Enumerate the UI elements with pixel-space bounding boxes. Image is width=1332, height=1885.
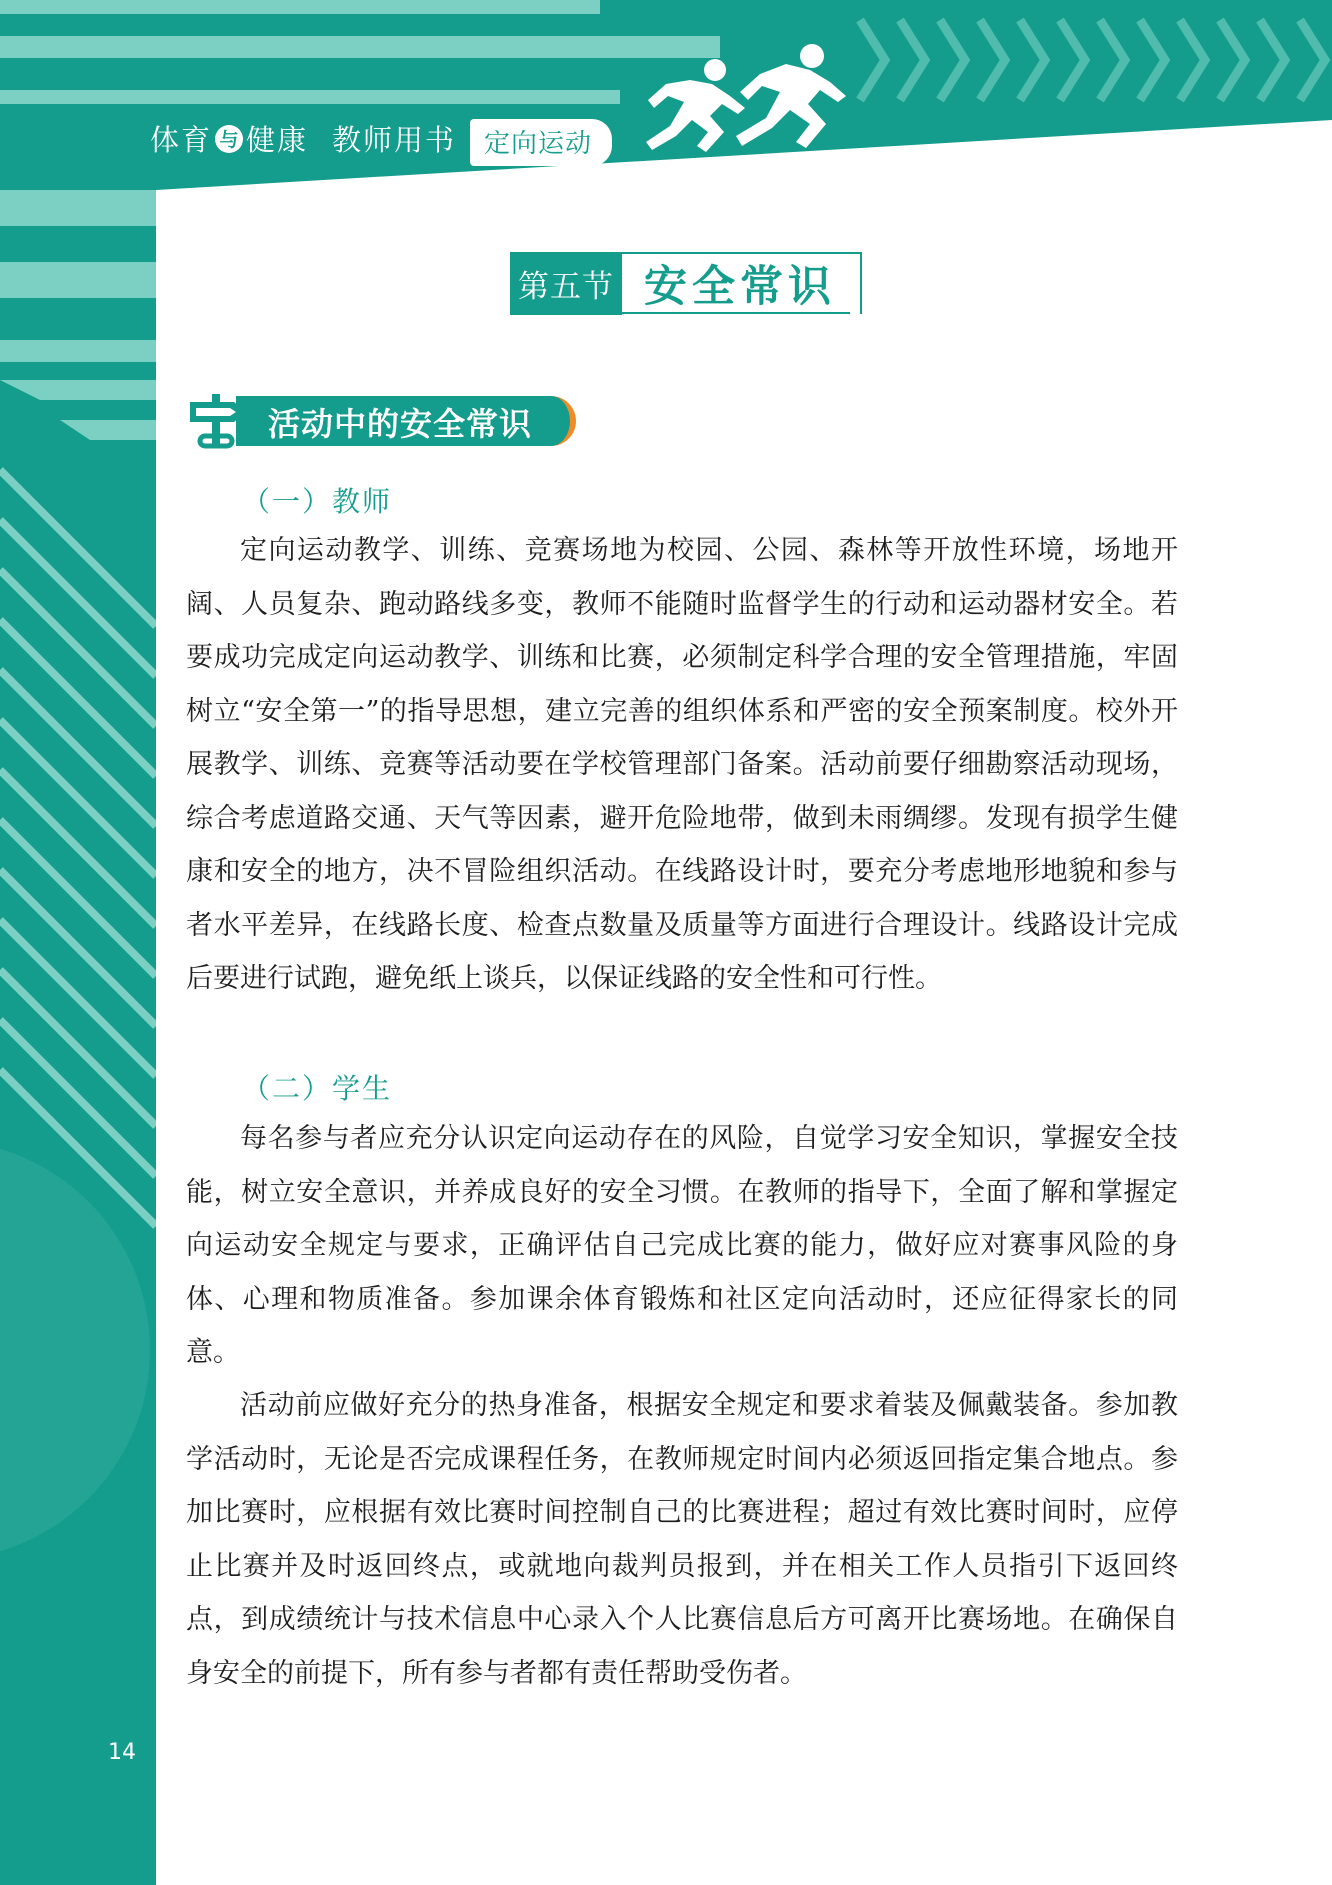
paragraph: 每名参与者应充分认识定向运动存在的风险，自觉学习安全知识，掌握安全技能，树立安全意识，并养成良好的安全习惯。在教师的指导下，全面了解和掌握定向运动安全规定与要求，正确评估自己完成比赛的能力，做好应对赛事风险的身体、心理和物质准备。参加课余体育锻炼和社区定向活动时，还应征得家长的同意。 <box>186 1123 1178 1368</box>
header-background <box>0 0 1332 190</box>
page-header <box>0 0 1332 190</box>
subsection-title-student: （二）学生 <box>242 1072 393 1105</box>
title-part1: 体育 <box>150 123 213 157</box>
book-title <box>150 118 456 159</box>
title-part3: 教师用书 <box>332 123 457 157</box>
left-decorative-band <box>0 0 156 1885</box>
paragraph: 活动前应做好充分的热身准备，根据安全规定和要求着装及佩戴装备。参加教学活动时，无论是否完成课程任务，在教师规定时间内必须返回指定集合地点。参加比赛时，应根据有效比赛时间控制自己的比赛进程；超过有效比赛时间时，应停止比赛并及时返回终点，或就地向裁判员报到，并在相关工作人员指引下返回终点，到成绩统计与技术信息中心录入个人比赛信息后方可离开比赛场地。在确保自身安全的前提下，所有参与者都有责任帮助受伤者。 <box>186 1390 1178 1689</box>
title-part2: 健康 <box>246 123 309 157</box>
section-name: 安全常识 <box>644 261 836 312</box>
topic-heading-text: 活动中的安全常识 <box>268 405 533 443</box>
book-subject-tag: 定向运动 <box>470 119 612 166</box>
page-number: 14 <box>108 1740 136 1765</box>
signpost-icon <box>186 388 250 454</box>
section-title <box>510 252 836 314</box>
section-number: 第五节 <box>510 252 622 315</box>
subsection-title-teacher: （一）教师 <box>242 485 393 518</box>
topic-heading <box>186 396 586 448</box>
stripe-pattern <box>0 0 156 1885</box>
paragraph: 定向运动教学、训练、竞赛场地为校园、公园、森林等开放性环境，场地开阔、人员复杂、跑动路线多变，教师不能随时监督学生的行动和运动器材安全。若要成功完成定向运动教学、训练和比赛，必须制定科学合理的安全管理措施，牢固树立“安全第一”的指导思想，建立完善的组织体系和严密的安全预案制度。校外开展教学、训练、竞赛等活动要在学校管理部门备案。活动前要仔细勘察活动现场，综合考虑道路交通、天气等因素，避开危险地带，做到未雨绸缪。发现有损学生健康和安全的地方，决不冒险组织活动。在线路设计时，要充分考虑地形地貌和参与者水平差异，在线路长度、检查点数量及质量等方面进行合理设计。线路设计完成后要进行试跑，避免纸上谈兵，以保证线路的安全性和可行性。 <box>186 535 1178 994</box>
title-connector-badge: 与 <box>215 125 243 153</box>
